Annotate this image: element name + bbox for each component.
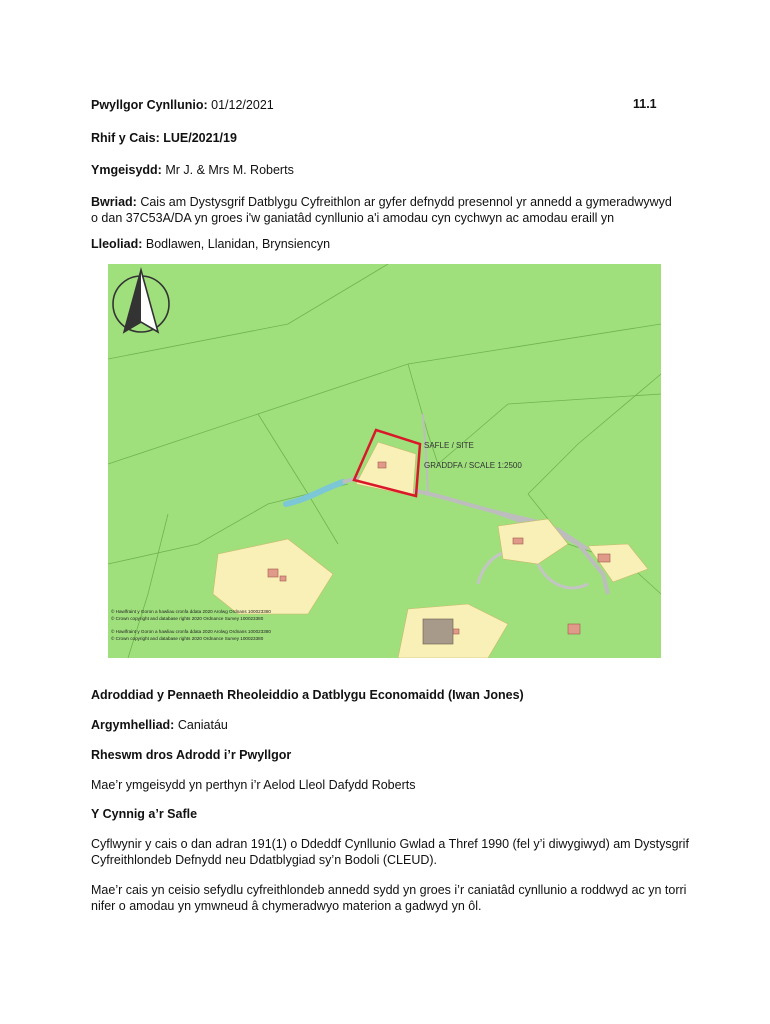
committee-line xyxy=(91,97,274,113)
recommendation-line xyxy=(91,717,228,733)
application-ref-line xyxy=(91,130,237,146)
copyright-line-2: © Crown copyright and database rights 2020 Ordnance Survey 100023380 xyxy=(111,616,264,621)
map-scale-label: GRADDFA / SCALE 1:2500 xyxy=(424,461,522,470)
application-ref-label: Rhif y Cais: xyxy=(91,131,160,145)
applicant-value: Mr J. & Mrs M. Roberts xyxy=(165,163,294,177)
location-label: Lleoliad: xyxy=(91,237,143,251)
recommendation-value: Caniatáu xyxy=(177,718,228,732)
location-line xyxy=(91,236,330,252)
proposal-text-2: o dan 37C53A/DA yn groes i'w ganiatâd cynllunio a'i amodau cyn cychwyn ac amodau eraill yn xyxy=(91,211,615,225)
recommendation-label: Argymhelliad: xyxy=(91,718,175,732)
reason-heading: Rheswm dros Adrodd i’r Pwyllgor xyxy=(91,748,292,762)
proposal-line-1 xyxy=(91,194,672,210)
reason-text: Mae’r ymgeisydd yn perthyn i’r Aelod Lleol Dafydd Roberts xyxy=(91,778,416,792)
site-heading: Y Cynnig a’r Safle xyxy=(91,807,198,821)
committee-label: Pwyllgor Cynllunio: xyxy=(91,98,208,112)
paragraph-1: Cyflwynir y cais o dan adran 191(1) o Ddeddf Cynllunio Gwlad a Thref 1990 (fel y’i diwygiwyd) am Dystysgrif Cyfreithlondeb Defnydd neu Ddatblygiad sy’n Bodoli (CLEUD). xyxy=(91,837,689,867)
proposal-line-2 xyxy=(91,210,614,226)
proposal-label: Bwriad: xyxy=(91,195,137,209)
applicant-label: Ymgeisydd: xyxy=(91,163,162,177)
paragraph-2: Mae’r cais yn ceisio sefydlu cyfreithlondeb annedd sydd yn groes i’r caniatâd cynllunio a roddwyd ac yn torri nifer o amodau yn ymwneud â chymeradwyo materion a gadwyd yn ôl. xyxy=(91,883,687,913)
map-site-label: SAFLE / SITE xyxy=(424,441,474,450)
copyright-line-4: © Crown copyright and database rights 2020 Ordnance Survey 100023380 xyxy=(111,636,264,641)
copyright-line-3: © Hawlfraint y Goron a hawliau cronfa ddata 2020 Arolwg Ordnans 100023380 xyxy=(111,629,271,634)
report-heading: Adroddiad y Pennaeth Rheoleiddio a Datblygu Economaidd (Iwan Jones) xyxy=(91,688,524,702)
site-location-map xyxy=(108,264,661,658)
location-value: Bodlawen, Llanidan, Brynsiencyn xyxy=(145,237,331,251)
committee-date: 01/12/2021 xyxy=(211,98,274,112)
application-ref-value: LUE/2021/19 xyxy=(163,131,237,145)
item-number: 11.1 xyxy=(633,97,657,111)
copyright-line-1: © Hawlfraint y Goron a hawliau cronfa ddata 2020 Arolwg Ordnans 100023380 xyxy=(111,609,271,614)
farm-building xyxy=(423,619,453,644)
applicant-line xyxy=(91,162,294,178)
proposal-text-1: Cais am Dystysgrif Datblygu Cyfreithlon ar gyfer defnydd presennol yr annedd a gymeradwywyd xyxy=(140,195,672,209)
